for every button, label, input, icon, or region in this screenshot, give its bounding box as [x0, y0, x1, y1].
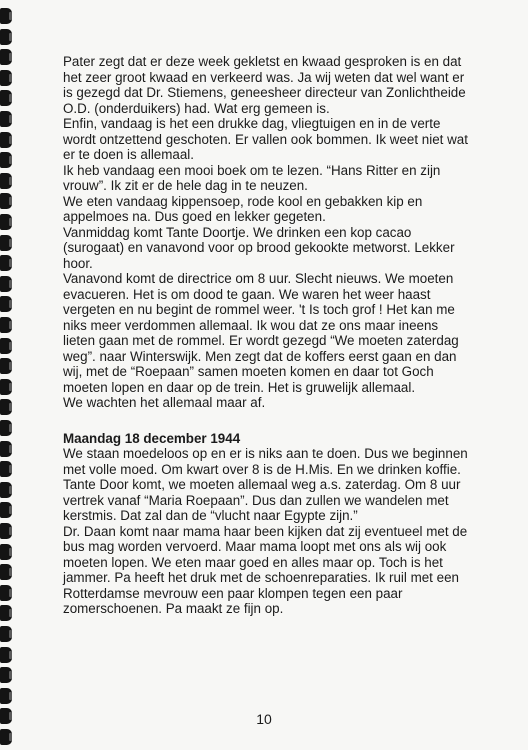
date-heading: Maandag 18 december 1944	[63, 430, 241, 446]
text-line: er te doen is allemaal.	[63, 147, 195, 162]
binding-ring	[0, 49, 12, 65]
diary-text	[63, 54, 503, 617]
binding-ring	[0, 317, 12, 333]
binding-ring	[0, 420, 12, 436]
binding-ring	[0, 193, 12, 209]
binding-ring	[0, 152, 12, 168]
binding-ring	[0, 235, 12, 251]
text-line: hoor.	[63, 255, 93, 271]
text-line: Vanavond komt de directrice om 8 uur. Slecht nieuws. We moeten	[63, 271, 454, 286]
text-line: We wachten het allemaal maar af.	[63, 395, 266, 410]
binding-ring	[0, 399, 12, 415]
binding-ring	[0, 173, 12, 189]
binding-ring	[0, 358, 12, 374]
text-line: lieten gaan met de rommel. Er wordt gezegd “We moeten zaterdag	[63, 333, 459, 348]
binding-ring	[0, 276, 12, 292]
binding-ring	[0, 544, 12, 560]
binding-ring	[0, 688, 12, 704]
binding-ring	[0, 461, 12, 477]
text-line: vrouw”. Ik zit er de hele dag in te neuzen.	[63, 178, 308, 193]
binding-ring	[0, 338, 12, 354]
paragraph-block-2	[63, 446, 503, 617]
text-line: Dr. Daan komt naar mama haar been kijken dat zij eventueel met de	[63, 523, 468, 539]
text-line: wij, met de “Roepaan” samen moeten komen en daar tot Goch	[63, 364, 434, 379]
binding-ring	[0, 296, 12, 312]
text-line: Vanmiddag komt Tante Doortje. We drinken een kop cacao	[63, 224, 412, 240]
binding-ring	[0, 132, 12, 148]
binding-ring	[0, 111, 12, 127]
binding-ring	[0, 667, 12, 683]
text-line: We staan moedeloos op en er is niks aan te doen. Dus we beginnen	[63, 446, 468, 461]
binding-ring	[0, 523, 12, 539]
text-line: niks meer verdommen allemaal. Ik wou dat ze ons maar ineens	[63, 317, 439, 333]
text-line: evacueren. Het is om dood te gaan. We waren het weer haast	[63, 286, 431, 302]
text-line: appelmoes na. Dus goed en lekker gegeten.	[63, 209, 326, 224]
binding-ring	[0, 29, 12, 45]
text-line: kerstmis. Dat zal dan de “vlucht naar Egypte zijn.”	[63, 508, 358, 523]
binding-ring	[0, 729, 12, 745]
binding-ring	[0, 626, 12, 642]
text-line: Enfin, vandaag is het een drukke dag, vliegtuigen en in de verte	[63, 116, 441, 131]
text-line: weg”. naar Winterswijk. Men zegt dat de koffers eerst gaan en dan	[63, 348, 457, 364]
binding-ring	[0, 441, 12, 457]
text-line: het zeer groot kwaad en verkeerd was. Ja wij weten dat wel want er	[63, 69, 465, 85]
text-line: Tante Door komt, we moeten allemaal weg a.s. zaterdag. Om 8 uur	[63, 477, 461, 492]
text-line: We eten vandaag kippensoep, rode kool en gebakken kip en	[63, 193, 423, 209]
paragraph-block-1	[63, 54, 503, 411]
text-line: vergeten en nu begint de rommel weer. 't Is toch grof ! Het kan me	[63, 302, 455, 317]
binding-ring	[0, 90, 12, 106]
binding-ring	[0, 647, 12, 663]
binding-ring	[0, 8, 12, 24]
binding-ring	[0, 214, 12, 230]
text-line: Rotterdamse mevrouw een paar klompen tegen een paar	[63, 585, 403, 601]
text-line: O.D. (onderduikers) had. Wat erg gemeen is.	[63, 100, 330, 116]
text-line: Pater zegt dat er deze week gekletst en kwaad gesproken is en dat	[63, 54, 462, 69]
binding-ring	[0, 564, 12, 580]
binding-ring	[0, 502, 12, 518]
text-line: zomerschoenen. Pa maakt ze fijn op.	[63, 601, 284, 616]
text-line: moeten lopen en daar op de trein. Het is gruwelijk allemaal.	[63, 379, 416, 395]
text-line: wordt ontzettend geschoten. Er vallen ook bommen. Ik weet niet wat	[63, 131, 468, 147]
binding-ring	[0, 585, 12, 601]
binding-ring	[0, 605, 12, 621]
binding-ring	[0, 482, 12, 498]
binding-ring	[0, 70, 12, 86]
text-line: vertrek vanaf “Maria Roepaan”. Dus dan zullen we wandelen met	[63, 492, 449, 508]
page-number: 10	[256, 711, 272, 727]
binding-ring	[0, 255, 12, 271]
spiral-binding	[0, 0, 14, 750]
text-line: is gezegd dat Dr. Stiemens, geneesheer directeur van Zonlichtheide	[63, 85, 466, 100]
text-line: bus mag worden vervoerd. Maar mama loopt met ons als wij ook	[63, 539, 447, 554]
text-line: Ik heb vandaag een mooi boek om te lezen. “Hans Ritter en zijn	[63, 162, 441, 178]
text-line: jammer. Pa heeft het druk met de schoenreparaties. Ik ruil met een	[63, 570, 459, 585]
section-gap	[63, 411, 503, 431]
text-line: met volle moed. Om kwart over 8 is de H.Mis. En we drinken koffie.	[63, 461, 461, 477]
text-line: (surogaat) en vanavond voor op brood gekookte metworst. Lekker	[63, 240, 455, 255]
binding-ring	[0, 379, 12, 395]
text-line: moeten lopen. We eten maar goed en alles maar op. Toch is het	[63, 554, 443, 570]
